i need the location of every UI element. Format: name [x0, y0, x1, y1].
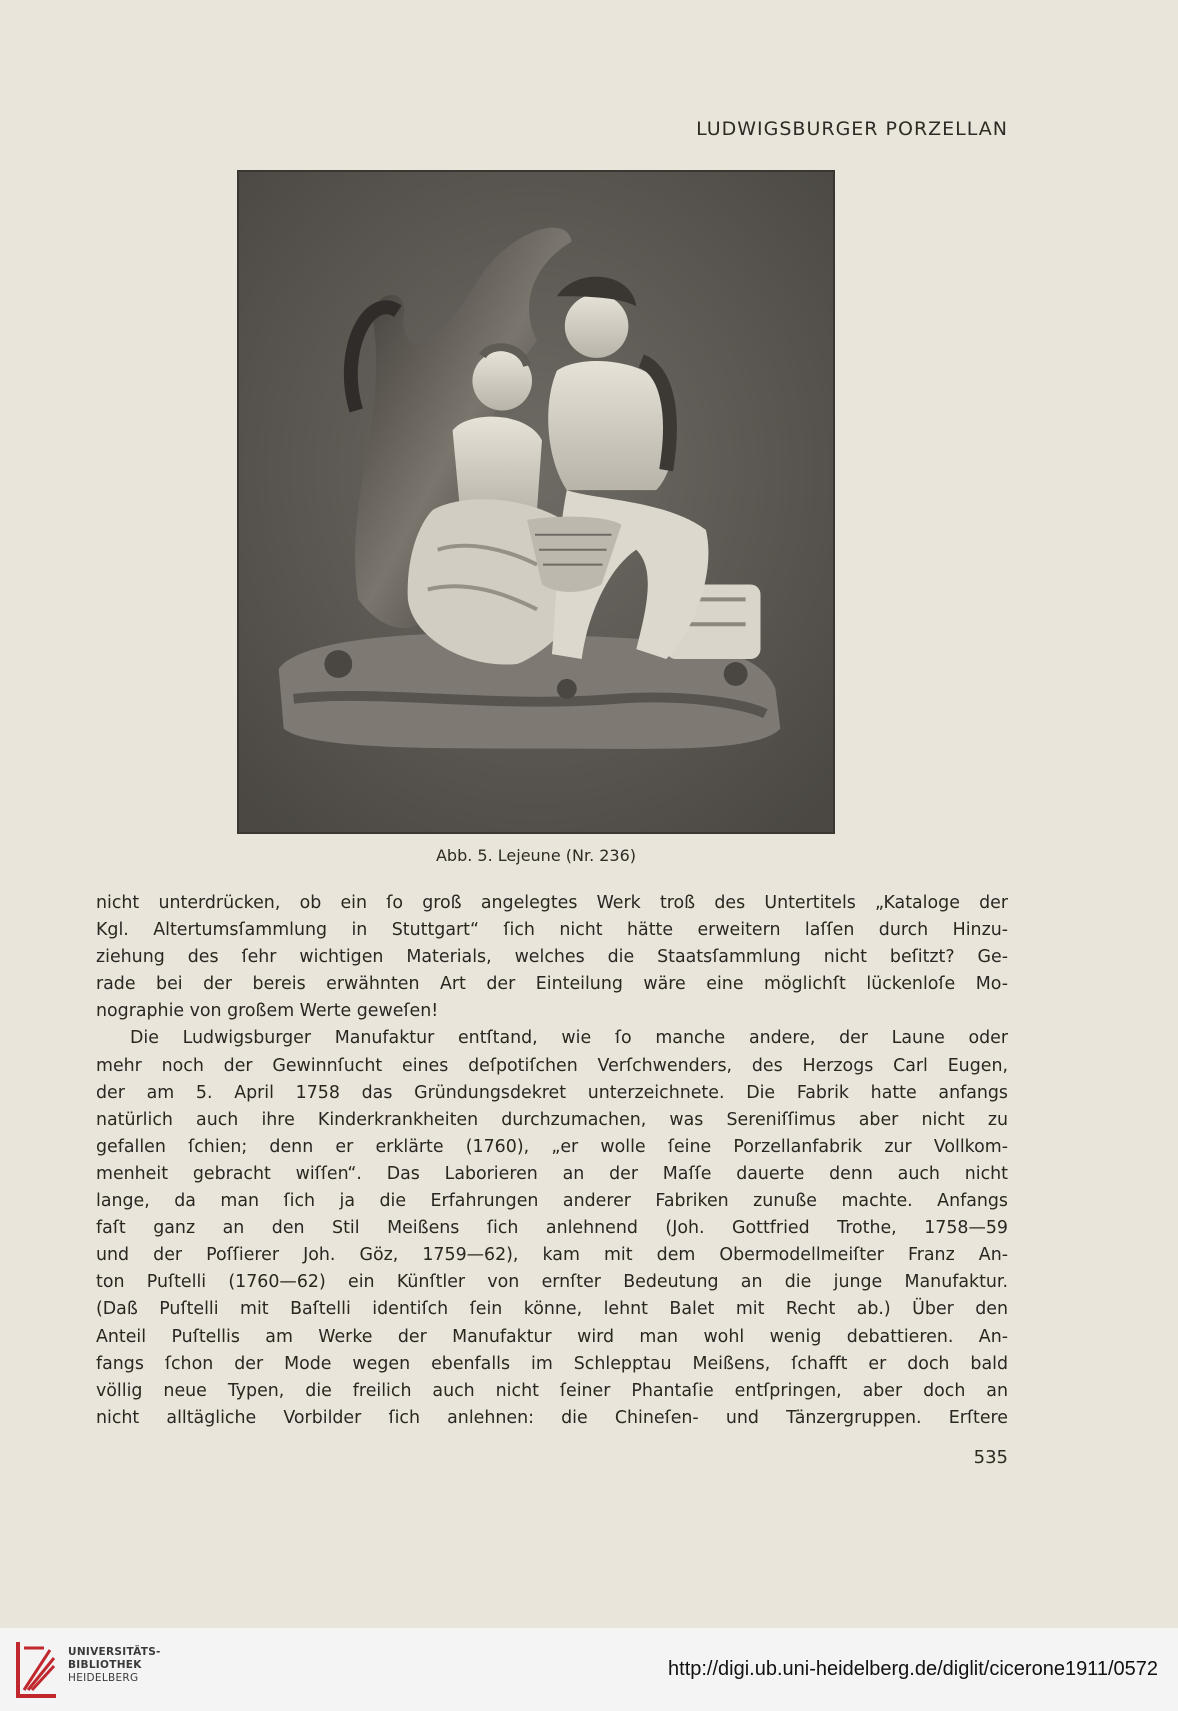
body-line: menheit gebracht wiſſen“. Das Laborieren an der Maſſe dauerte denn auch nicht — [96, 1163, 1008, 1184]
body-line: nicht alltägliche Vorbilder ſich anlehnen: die Chineſen- und Tänzergruppen. Erſtere — [96, 1407, 1008, 1428]
body-line: ziehung des ſehr wichtigen Materials, welches die Staatsſammlung nicht beſitzt? Ge- — [96, 947, 1008, 968]
library-name-line: BIBLIOTHEK — [68, 1659, 142, 1671]
university-library-logo-icon — [14, 1638, 60, 1700]
body-line: Kgl. Altertumsſammlung in Stuttgart“ ſich nicht hätte erweitern laſſen durch Hinzu- — [96, 920, 1008, 941]
body-line: völlig neue Typen, die freilich auch nicht ſeiner Phantaſie entſpringen, aber doch an — [96, 1380, 1008, 1401]
library-footer — [0, 1628, 1178, 1711]
body-line: fangs ſchon der Mode wegen ebenfalls im Schlepptau Meißens, ſchafft er doch bald — [96, 1353, 1008, 1374]
body-line: und der Poſſierer Joh. Göz, 1759—62), kam mit dem Obermodellmeiſter Franz An- — [96, 1245, 1008, 1266]
figure-photograph — [237, 170, 835, 834]
body-line: ton Puſtelli (1760—62) ein Künſtler von ernſter Bedeutung an die junge Manufaktur. — [96, 1272, 1008, 1293]
library-name — [68, 1646, 161, 1685]
page-number: 535 — [973, 1447, 1008, 1468]
body-text — [96, 890, 1008, 1432]
body-line: mehr noch der Gewinnſucht eines deſpotiſchen Verſchwenders, des Herzogs Carl Eugen, — [96, 1055, 1008, 1076]
porcelain-figure-image — [239, 172, 833, 832]
body-line: Die Ludwigsburger Manufaktur entſtand, wie ſo manche andere, der Laune oder — [130, 1028, 1008, 1049]
body-line: der am 5. April 1758 das Gründungsdekret unterzeichnete. Die Fabrik hatte anfangs — [96, 1082, 1008, 1103]
body-line: lange, da man ſich ja die Erfahrungen anderer Fabriken zunuße machte. Anfangs — [96, 1191, 1008, 1212]
body-line: natürlich auch ihre Kinderkrankheiten durchzumachen, was Sereniſſimus aber nicht zu — [96, 1109, 1008, 1130]
body-line: Anteil Puſtellis am Werke der Manufaktur wird man wohl wenig debattieren. An- — [96, 1326, 1008, 1347]
body-line: gefallen ſchien; denn er erklärte (1760), „er wolle ſeine Porzellanfabrik zur Vollkom- — [96, 1136, 1008, 1157]
library-name-line: HEIDELBERG — [68, 1672, 139, 1684]
figure-caption: Abb. 5. Lejeune (Nr. 236) — [435, 846, 637, 865]
body-line: (Daß Puſtelli mit Baſtelli identiſch ſein könne, lehnt Balet mit Recht ab.) Über den — [96, 1299, 1008, 1320]
body-line: nicht unterdrücken, ob ein ſo groß angelegtes Werk troß des Untertitels „Kataloge der — [96, 893, 1008, 913]
body-line: faſt ganz an den Stil Meißens ſich anlehnend (Joh. Gottfried Trothe, 1758—59 — [96, 1218, 1008, 1239]
permalink-url[interactable]: http://digi.ub.uni-heidelberg.de/diglit/cicerone1911/0572 — [668, 1658, 1158, 1680]
body-line: nographie von großem Werte geweſen! — [96, 1001, 439, 1022]
running-title: LUDWIGSBURGER PORZELLAN — [696, 118, 1008, 140]
body-line: rade bei der bereis erwähnten Art der Einteilung wäre eine möglichſt lückenloſe Mo- — [96, 974, 1008, 995]
library-name-line: UNIVERSITÄTS- — [68, 1646, 161, 1658]
